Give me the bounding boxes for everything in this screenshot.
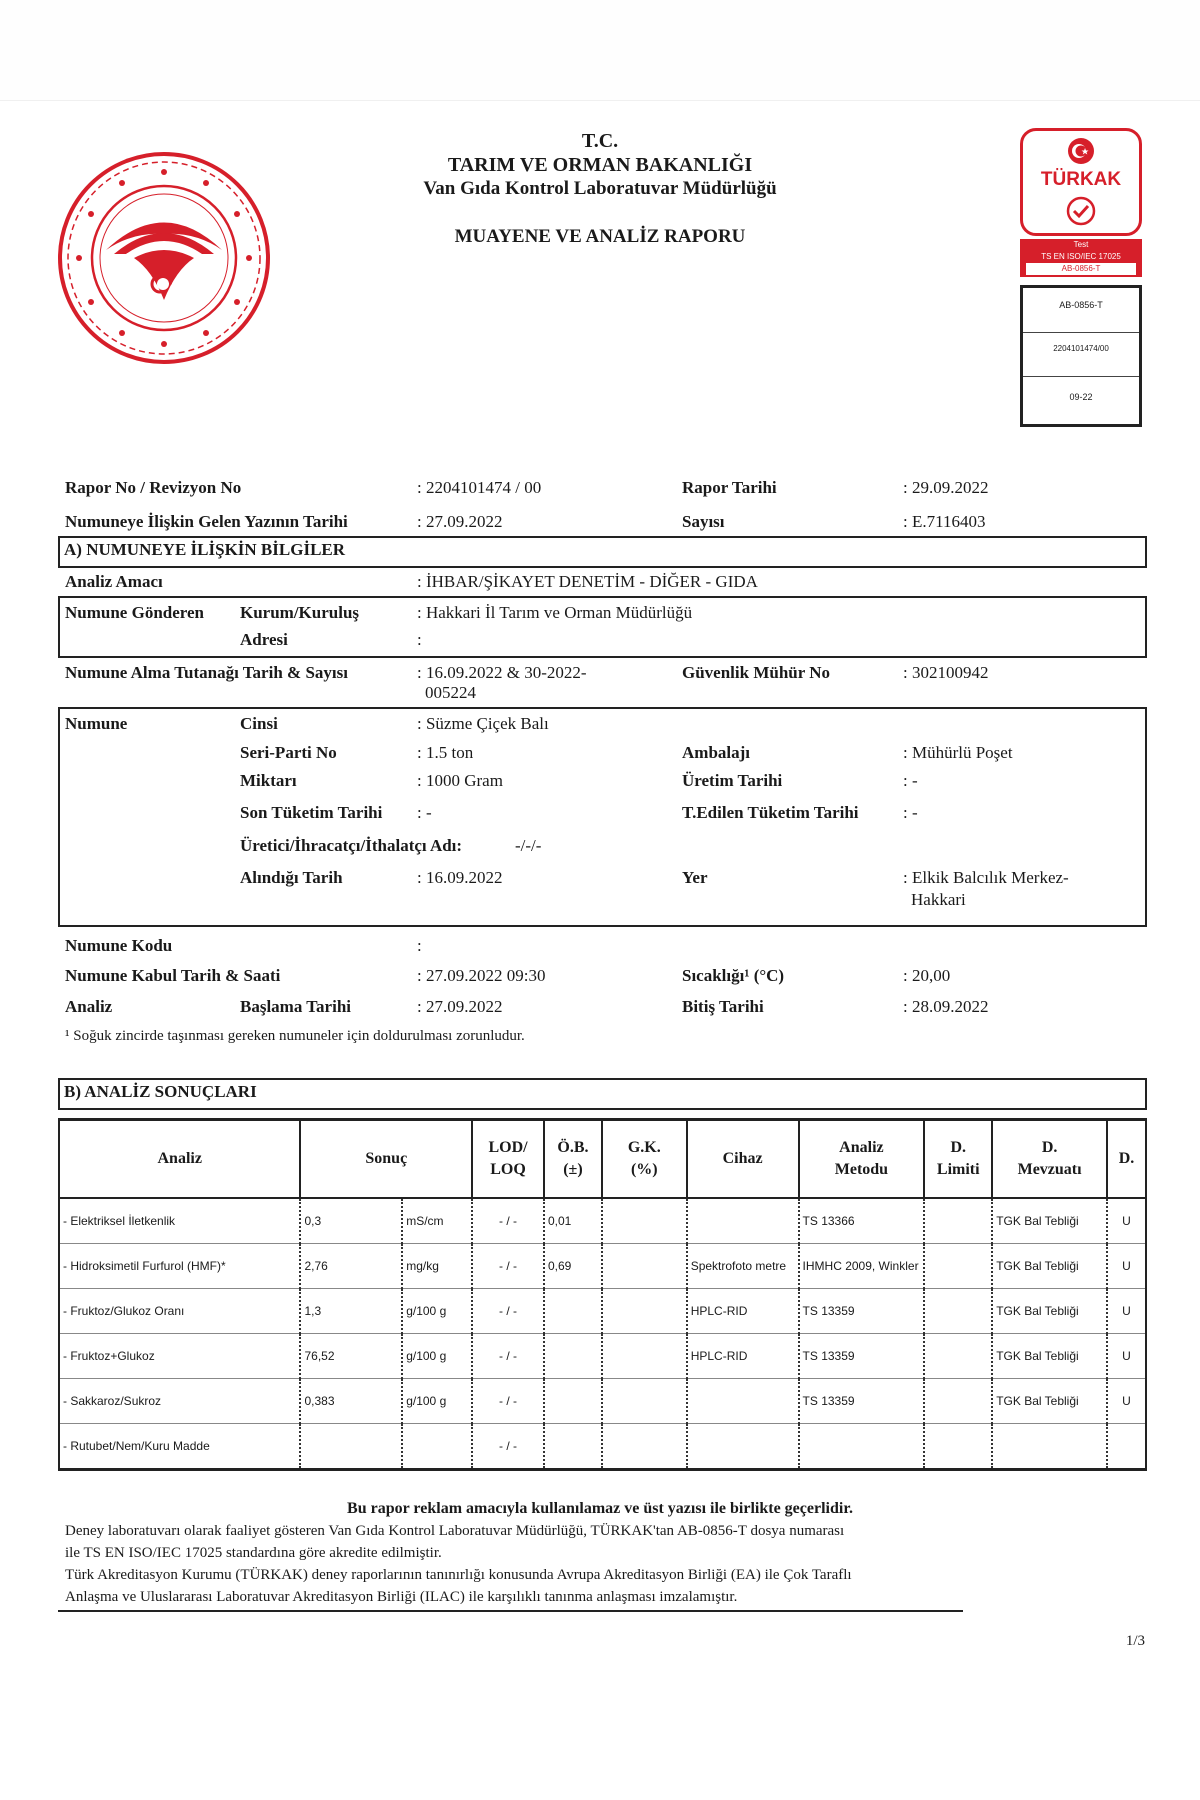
col-mevzuat-header: D. Mevzuatı bbox=[992, 1120, 1107, 1199]
cell-gk bbox=[602, 1198, 687, 1244]
cell-ob: 0,01 bbox=[544, 1198, 602, 1244]
rapor-tarihi-label: Rapor Tarihi bbox=[682, 478, 777, 497]
page-number: 1/3 bbox=[1125, 1633, 1145, 1649]
cell-ob bbox=[544, 1379, 602, 1424]
results-table bbox=[58, 1118, 1147, 1471]
seri-value: : 1.5 ton bbox=[417, 743, 474, 762]
cell-birim: g/100 g bbox=[402, 1289, 472, 1334]
turkak-standard: TS EN ISO/IEC 17025 bbox=[1041, 252, 1121, 261]
table-row bbox=[59, 1289, 1146, 1334]
numune-kodu-label: Numune Kodu bbox=[65, 936, 173, 955]
footer-line-2: ile TS EN ISO/IEC 17025 standardına göre akredite edilmiştir. bbox=[65, 1545, 442, 1561]
cell-gk bbox=[602, 1334, 687, 1379]
cell-ob bbox=[544, 1424, 602, 1470]
cell-d: U bbox=[1107, 1198, 1146, 1244]
report-page bbox=[0, 100, 1200, 1800]
section-a-title: A) NUMUNEYE İLİŞKİN BİLGİLER bbox=[64, 540, 346, 559]
footer-line-1: Deney laboratuvarı olarak faaliyet gösteren Van Gıda Kontrol Laboratuvar Müdürlüğü, TÜRKAK'tan AB-0856-T dosya numarası bbox=[65, 1523, 845, 1539]
seri-label: Seri-Parti No bbox=[240, 743, 337, 762]
kurum-label: Kurum/Kuruluş bbox=[240, 603, 360, 622]
cold-chain-footnote: ¹ Soğuk zincirde taşınması gereken numuneler için doldurulması zorunludur. bbox=[65, 1028, 525, 1044]
cell-d bbox=[1107, 1424, 1146, 1470]
check-icon bbox=[1065, 195, 1097, 227]
adres-label: Adresi bbox=[240, 630, 288, 649]
cell-limit bbox=[924, 1334, 992, 1379]
adres-value: : bbox=[417, 630, 422, 649]
rapor-tarihi-value: : 29.09.2022 bbox=[903, 478, 989, 497]
sayisi-value: : E.7116403 bbox=[903, 512, 986, 531]
table-row bbox=[59, 1424, 1146, 1470]
cell-sonuc: 76,52 bbox=[300, 1334, 402, 1379]
tedilen-label: T.Edilen Tüketim Tarihi bbox=[682, 803, 859, 822]
cell-metod: TS 13359 bbox=[799, 1334, 925, 1379]
cell-lod: - / - bbox=[472, 1334, 544, 1379]
footer-rule bbox=[58, 1610, 963, 1612]
turkak-name: TÜRKAK bbox=[1040, 169, 1122, 190]
cell-ob: 0,69 bbox=[544, 1244, 602, 1289]
cell-birim: mg/kg bbox=[402, 1244, 472, 1289]
bitis-label: Bitiş Tarihi bbox=[682, 997, 764, 1016]
tedilen-value: : - bbox=[903, 803, 918, 822]
cell-analiz: - Rutubet/Nem/Kuru Madde bbox=[59, 1424, 300, 1470]
cell-lod: - / - bbox=[472, 1289, 544, 1334]
sayisi-label: Sayısı bbox=[682, 512, 725, 531]
sicaklik-label: Sıcaklığı¹ (°C) bbox=[682, 966, 785, 985]
cell-analiz: - Hidroksimetil Furfurol (HMF)* bbox=[59, 1244, 300, 1289]
cell-sonuc: 1,3 bbox=[300, 1289, 402, 1334]
yer-value-1: : Elkik Balcılık Merkez- bbox=[903, 868, 1069, 887]
turkak-box-code: AB-0856-T bbox=[1059, 300, 1103, 310]
ministry-seal-logo bbox=[56, 150, 272, 366]
baslama-label: Başlama Tarihi bbox=[240, 997, 352, 1016]
numune-label: Numune bbox=[65, 714, 128, 733]
cell-d: U bbox=[1107, 1244, 1146, 1289]
cell-mevzuat: TGK Bal Tebliği bbox=[992, 1379, 1107, 1424]
section-a-header bbox=[58, 536, 1147, 568]
cell-metod bbox=[799, 1424, 925, 1470]
cell-metod: TS 13366 bbox=[799, 1198, 925, 1244]
footer-bold-line: Bu rapor reklam amacıyla kullanılamaz ve üst yazısı ile birlikte geçerlidir. bbox=[347, 1500, 853, 1517]
cell-analiz: - Fruktoz+Glukoz bbox=[59, 1334, 300, 1379]
baslama-value: : 27.09.2022 bbox=[417, 997, 503, 1016]
cell-gk bbox=[602, 1289, 687, 1334]
son-tuketim-value: : - bbox=[417, 803, 432, 822]
results-header-row bbox=[59, 1120, 1146, 1199]
yazi-tarihi-value: : 27.09.2022 bbox=[417, 512, 503, 531]
cell-mevzuat bbox=[992, 1424, 1107, 1470]
cell-sonuc: 0,3 bbox=[300, 1198, 402, 1244]
cell-analiz: - Fruktoz/Glukoz Oranı bbox=[59, 1289, 300, 1334]
crescent-star-icon bbox=[1067, 137, 1095, 165]
cell-gk bbox=[602, 1379, 687, 1424]
footer-line-4: Anlaşma ve Uluslararası Laboratuvar Akreditasyon Birliği (ILAC) ile karşılıklı tanınma anlaşması imzalamıştır. bbox=[65, 1589, 738, 1605]
cell-lod: - / - bbox=[472, 1244, 544, 1289]
kabul-value: : 27.09.2022 09:30 bbox=[417, 966, 546, 985]
rapor-no-value: : 2204101474 / 00 bbox=[417, 478, 542, 497]
cell-d: U bbox=[1107, 1379, 1146, 1424]
cell-mevzuat: TGK Bal Tebliği bbox=[992, 1198, 1107, 1244]
analiz-amaci-label: Analiz Amacı bbox=[65, 572, 163, 591]
cell-lod: - / - bbox=[472, 1424, 544, 1470]
cell-cihaz: HPLC-RID bbox=[687, 1289, 799, 1334]
col-cihaz-header: Cihaz bbox=[687, 1120, 799, 1199]
cinsi-label: Cinsi bbox=[240, 714, 278, 733]
cell-analiz: - Sakkaroz/Sukroz bbox=[59, 1379, 300, 1424]
cell-metod: IHMHC 2009, Winkler bbox=[799, 1244, 925, 1289]
cell-limit bbox=[924, 1289, 992, 1334]
cell-birim: g/100 g bbox=[402, 1379, 472, 1424]
rapor-no-label: Rapor No / Revizyon No bbox=[65, 478, 242, 497]
cell-birim: g/100 g bbox=[402, 1334, 472, 1379]
report-title: MUAYENE VE ANALİZ RAPORU bbox=[454, 226, 746, 247]
cell-cihaz: HPLC-RID bbox=[687, 1334, 799, 1379]
yazi-tarihi-label: Numuneye İlişkin Gelen Yazının Tarihi bbox=[65, 512, 348, 531]
cell-gk bbox=[602, 1424, 687, 1470]
gonderen-label: Numune Gönderen bbox=[65, 603, 205, 622]
section-b-header bbox=[58, 1078, 1147, 1110]
ambalaj-label: Ambalajı bbox=[682, 743, 750, 762]
turkak-logo bbox=[1020, 128, 1142, 236]
miktari-label: Miktarı bbox=[240, 771, 297, 790]
cell-limit bbox=[924, 1424, 992, 1470]
cell-mevzuat: TGK Bal Tebliği bbox=[992, 1244, 1107, 1289]
alindigi-label: Alındığı Tarih bbox=[240, 868, 343, 887]
uretim-label: Üretim Tarihi bbox=[682, 771, 783, 790]
sicaklik-value: : 20,00 bbox=[903, 966, 951, 985]
cell-mevzuat: TGK Bal Tebliği bbox=[992, 1334, 1107, 1379]
cell-gk bbox=[602, 1244, 687, 1289]
table-row bbox=[59, 1379, 1146, 1424]
uretici-value: -/-/- bbox=[515, 836, 542, 855]
cell-limit bbox=[924, 1244, 992, 1289]
col-gk-header: G.K. (%) bbox=[602, 1120, 687, 1199]
cell-cihaz bbox=[687, 1424, 799, 1470]
cell-sonuc bbox=[300, 1424, 402, 1470]
cell-mevzuat: TGK Bal Tebliği bbox=[992, 1289, 1107, 1334]
turkak-box-date: 09-22 bbox=[1069, 392, 1093, 402]
kabul-label: Numune Kabul Tarih & Saati bbox=[65, 966, 281, 985]
tutanak-value-1: : 16.09.2022 & 30-2022- bbox=[417, 663, 587, 682]
cell-analiz: - Elektriksel İletkenlik bbox=[59, 1198, 300, 1244]
analiz-amaci-value: : İHBAR/ŞİKAYET DENETİM - DİĞER - GIDA bbox=[417, 572, 758, 591]
muhur-value: : 302100942 bbox=[903, 663, 989, 682]
cell-cihaz: Spektrofoto metre bbox=[687, 1244, 799, 1289]
header-tc: T.C. bbox=[581, 130, 619, 152]
cell-metod: TS 13359 bbox=[799, 1289, 925, 1334]
col-analiz-header: Analiz bbox=[59, 1120, 300, 1199]
son-tuketim-label: Son Tüketim Tarihi bbox=[240, 803, 383, 822]
bitis-value: : 28.09.2022 bbox=[903, 997, 989, 1016]
muhur-label: Güvenlik Mühür No bbox=[682, 663, 831, 682]
cell-birim bbox=[402, 1424, 472, 1470]
cell-d: U bbox=[1107, 1334, 1146, 1379]
col-sonuc-header: Sonuç bbox=[300, 1120, 472, 1199]
cell-ob bbox=[544, 1289, 602, 1334]
numune-kodu-value: : bbox=[417, 936, 422, 955]
col-ob-header: Ö.B. (±) bbox=[544, 1120, 602, 1199]
col-lod-header: LOD/ LOQ bbox=[472, 1120, 544, 1199]
cell-sonuc: 2,76 bbox=[300, 1244, 402, 1289]
cinsi-value: : Süzme Çiçek Balı bbox=[417, 714, 549, 733]
cell-ob bbox=[544, 1334, 602, 1379]
cell-lod: - / - bbox=[472, 1379, 544, 1424]
kurum-value: : Hakkari İl Tarım ve Orman Müdürlüğü bbox=[417, 603, 693, 622]
col-metod-header: Analiz Metodu bbox=[799, 1120, 925, 1199]
header-ministry: TARIM VE ORMAN BAKANLIĞI bbox=[447, 154, 753, 176]
turkak-accreditation-band bbox=[1020, 239, 1142, 277]
col-limit-header: D. Limiti bbox=[924, 1120, 992, 1199]
table-row bbox=[59, 1334, 1146, 1379]
ambalaj-value: : Mühürlü Poşet bbox=[903, 743, 1013, 762]
turkak-test: Test bbox=[1073, 240, 1089, 249]
col-d-header: D. bbox=[1107, 1120, 1146, 1199]
cell-metod: TS 13359 bbox=[799, 1379, 925, 1424]
table-row bbox=[59, 1244, 1146, 1289]
cell-d: U bbox=[1107, 1289, 1146, 1334]
turkak-code: AB-0856-T bbox=[1026, 263, 1136, 275]
cell-sonuc: 0,383 bbox=[300, 1379, 402, 1424]
analiz-label: Analiz bbox=[65, 997, 113, 1016]
alindigi-value: : 16.09.2022 bbox=[417, 868, 503, 887]
turkak-info-box bbox=[1020, 285, 1142, 427]
cell-birim: mS/cm bbox=[402, 1198, 472, 1244]
cell-lod: - / - bbox=[472, 1198, 544, 1244]
footer-line-3: Türk Akreditasyon Kurumu (TÜRKAK) deney raporlarının tanınırlığı konusunda Avrupa Akreditasyon Birliği (EA) ile Çok Taraflı bbox=[65, 1567, 852, 1583]
tutanak-label: Numune Alma Tutanağı Tarih & Sayısı bbox=[65, 663, 348, 682]
yer-value-2: Hakkari bbox=[911, 890, 966, 909]
cell-cihaz bbox=[687, 1379, 799, 1424]
cell-limit bbox=[924, 1379, 992, 1424]
table-row bbox=[59, 1198, 1146, 1244]
header-lab: Van Gıda Kontrol Laboratuvar Müdürlüğü bbox=[423, 178, 777, 199]
uretici-label: Üretici/İhracatçı/İthalatçı Adı: bbox=[240, 836, 463, 855]
section-b-title: B) ANALİZ SONUÇLARI bbox=[64, 1082, 257, 1101]
cell-cihaz bbox=[687, 1198, 799, 1244]
tutanak-value-2: 005224 bbox=[425, 683, 476, 702]
yer-label: Yer bbox=[682, 868, 708, 887]
miktari-value: : 1000 Gram bbox=[417, 771, 503, 790]
uretim-value: : - bbox=[903, 771, 918, 790]
turkak-box-report: 2204101474/00 bbox=[1053, 344, 1109, 353]
cell-limit bbox=[924, 1198, 992, 1244]
top-margin bbox=[0, 0, 1200, 101]
numune-box bbox=[58, 707, 1147, 927]
